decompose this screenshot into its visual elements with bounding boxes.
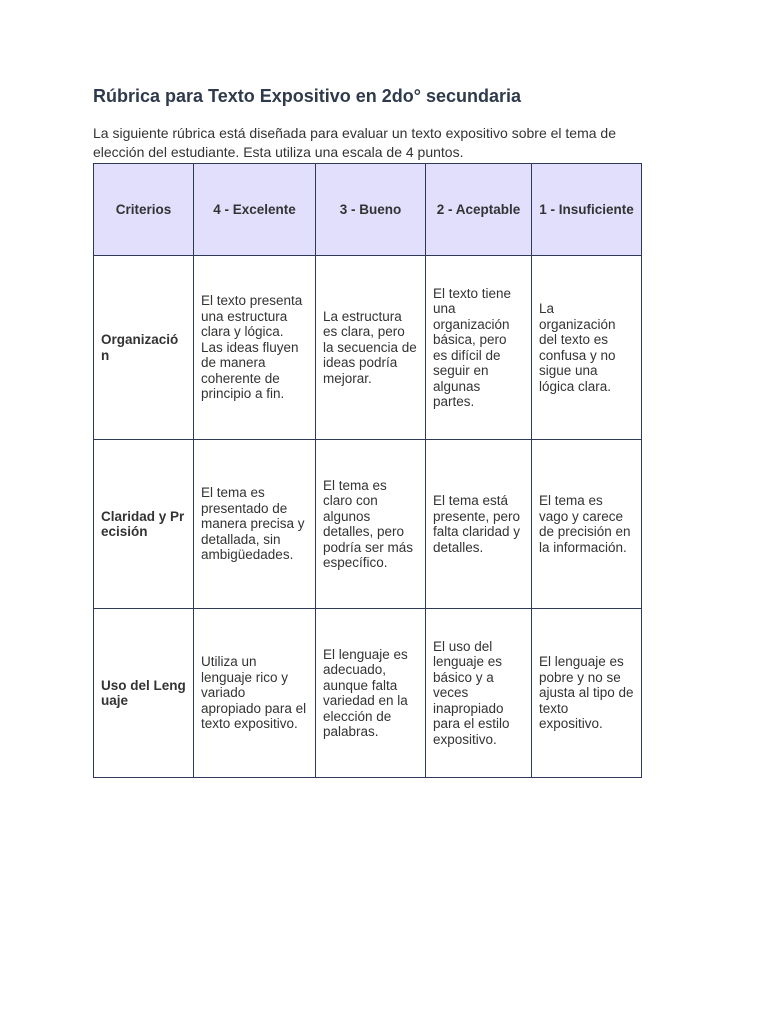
header-criterios: Criterios	[94, 164, 194, 256]
table-row	[94, 609, 642, 778]
rubric-cell: El lenguaje es adecuado, aunque falta variedad en la elección de palabras.	[316, 609, 426, 778]
header-bueno: 3 - Bueno	[316, 164, 426, 256]
rubric-cell: El tema es claro con algunos detalles, pero podría ser más específico.	[316, 440, 426, 609]
header-insuficiente: 1 - Insuficiente	[532, 164, 642, 256]
rubric-body	[94, 256, 642, 778]
rubric-header	[94, 164, 642, 256]
rubric-cell: La organización del texto es confusa y no sigue una lógica clara.	[532, 256, 642, 440]
intro-paragraph: La siguiente rúbrica está diseñada para evaluar un texto expositivo sobre el tema de elección del estudiante. Esta utiliza una escala de 4 puntos.	[93, 125, 616, 160]
rubric-cell: El tema es presentado de manera precisa y detallada, sin ambigüedades.	[194, 440, 316, 609]
header-aceptable: 2 - Aceptable	[426, 164, 532, 256]
rubric-cell: El tema es vago y carece de precisión en la información.	[532, 440, 642, 609]
rubric-cell: El texto presenta una estructura clara y lógica. Las ideas fluyen de manera coherente de principio a fin.	[194, 256, 316, 440]
header-excelente: 4 - Excelente	[194, 164, 316, 256]
header-row	[94, 164, 642, 256]
criterion-label: Organización	[94, 256, 194, 440]
rubric-table	[93, 163, 642, 778]
criterion-label: Claridad y Precisión	[94, 440, 194, 609]
page-title: Rúbrica para Texto Expositivo en 2do° secundaria	[93, 86, 521, 106]
rubric-cell: El uso del lenguaje es básico y a veces inapropiado para el estilo expositivo.	[426, 609, 532, 778]
rubric-cell: La estructura es clara, pero la secuencia de ideas podría mejorar.	[316, 256, 426, 440]
table-row	[94, 440, 642, 609]
rubric-cell: El texto tiene una organización básica, pero es difícil de seguir en algunas partes.	[426, 256, 532, 440]
criterion-label: Uso del Lenguaje	[94, 609, 194, 778]
rubric-cell: El tema está presente, pero falta claridad y detalles.	[426, 440, 532, 609]
rubric-cell: El lenguaje es pobre y no se ajusta al tipo de texto expositivo.	[532, 609, 642, 778]
table-row	[94, 256, 642, 440]
rubric-cell: Utiliza un lenguaje rico y variado apropiado para el texto expositivo.	[194, 609, 316, 778]
